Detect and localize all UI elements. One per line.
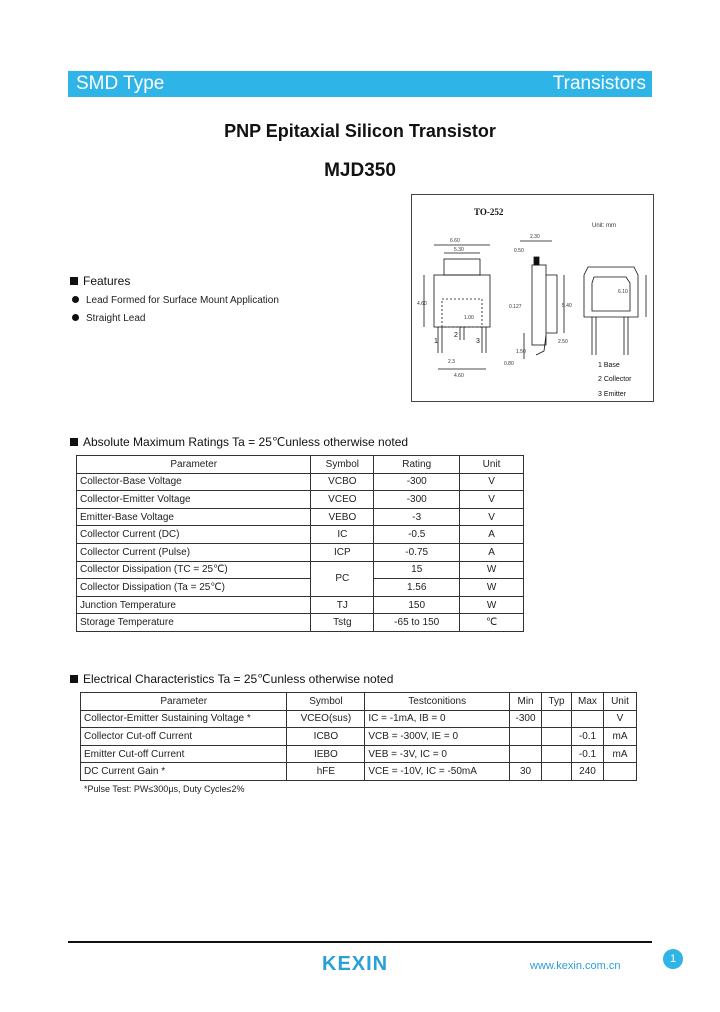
column-header: Symbol: [287, 693, 365, 711]
pin-number: 3: [476, 338, 480, 345]
dim-label: 0.127: [509, 304, 522, 310]
column-header: Max: [572, 693, 604, 711]
rating-cell: -65 to 150: [374, 614, 460, 632]
table-row: [81, 728, 637, 746]
unit-cell: A: [460, 526, 524, 544]
symbol-cell: TJ: [311, 596, 374, 614]
dim-label: 2.50: [558, 339, 568, 345]
part-number: MJD350: [324, 160, 396, 181]
dimension-labels: [417, 234, 628, 379]
column-header: Unit: [460, 456, 524, 474]
typ-cell: [542, 710, 572, 728]
header-right: Transistors: [552, 73, 646, 94]
column-header: Unit: [603, 693, 636, 711]
kexin-logo: KEXIN: [322, 953, 389, 975]
unit-cell: mA: [603, 728, 636, 746]
table-row: [77, 579, 524, 597]
unit-cell: V: [460, 491, 524, 509]
rating-cell: -300: [374, 473, 460, 491]
pin-legend: [598, 362, 632, 398]
feature-item: [72, 313, 146, 324]
bullet-square-icon: [70, 675, 78, 683]
dim-label: 1.50: [516, 349, 526, 355]
table-row: [77, 526, 524, 544]
table-row: [81, 763, 637, 781]
rear-view: [584, 267, 646, 355]
parameter-cell: Junction Temperature: [77, 596, 311, 614]
dim-label: 5.30: [454, 247, 464, 253]
parameter-cell: Emitter Cut-off Current: [81, 745, 287, 763]
rating-cell: 15: [374, 561, 460, 579]
pin-legend-item: 2 Collector: [598, 376, 632, 383]
column-header: Rating: [374, 456, 460, 474]
feature-text: Lead Formed for Surface Mount Application: [86, 295, 279, 306]
parameter-cell: Storage Temperature: [77, 614, 311, 632]
page-number-badge: 1: [663, 949, 683, 969]
symbol-cell: VCEO: [311, 491, 374, 509]
table-header-row: [81, 693, 637, 711]
column-header: Parameter: [77, 456, 311, 474]
electrical-heading-text: Electrical Characteristics Ta = 25℃unless otherwise noted: [83, 672, 394, 686]
condition-cell: VCB = -300V, IE = 0: [365, 728, 510, 746]
parameter-cell: Collector Current (DC): [77, 526, 311, 544]
column-header: Min: [510, 693, 542, 711]
typ-cell: [542, 728, 572, 746]
package-drawing: [411, 194, 654, 402]
header-left: SMD Type: [76, 73, 165, 94]
table-row: [77, 614, 524, 632]
electrical-table: [80, 692, 637, 781]
dim-label: 6.60: [450, 238, 460, 244]
unit-cell: ℃: [460, 614, 524, 632]
unit-cell: mA: [603, 745, 636, 763]
table-row: [77, 543, 524, 561]
dim-label: 4.60: [417, 301, 427, 307]
pin-number: 1: [434, 338, 438, 345]
abs-max-heading-text: Absolute Maximum Ratings Ta = 25℃unless otherwise noted: [83, 435, 409, 449]
bullet-dot-icon: [72, 296, 79, 303]
table-row: [77, 491, 524, 509]
bullet-square-icon: [70, 438, 78, 446]
unit-cell: V: [603, 710, 636, 728]
table-row: [77, 473, 524, 491]
rating-cell: -3: [374, 508, 460, 526]
pin-number: 2: [454, 332, 458, 339]
parameter-cell: Collector Cut-off Current: [81, 728, 287, 746]
column-header: Typ: [542, 693, 572, 711]
dim-label: 2.3: [448, 359, 455, 365]
feature-item: [72, 295, 279, 306]
table-header-row: [77, 456, 524, 474]
unit-cell: W: [460, 561, 524, 579]
min-cell: 30: [510, 763, 542, 781]
pin-legend-item: 3 Emitter: [598, 391, 627, 398]
column-header: Parameter: [81, 693, 287, 711]
dim-label: 0.50: [514, 248, 524, 254]
column-header: Symbol: [311, 456, 374, 474]
typ-cell: [542, 745, 572, 763]
footer-divider: [68, 941, 652, 943]
max-cell: -0.1: [572, 728, 604, 746]
dim-label: 2.30: [530, 234, 540, 240]
rating-cell: -300: [374, 491, 460, 509]
feature-text: Straight Lead: [86, 313, 146, 324]
parameter-cell: DC Current Gain *: [81, 763, 287, 781]
table-row: [77, 508, 524, 526]
dim-label: 5.40: [562, 303, 572, 309]
typ-cell: [542, 763, 572, 781]
package-name: TO-252: [474, 207, 504, 217]
unit-cell: V: [460, 508, 524, 526]
dim-label: 4.60: [454, 373, 464, 379]
unit-cell: V: [460, 473, 524, 491]
unit-cell: W: [460, 596, 524, 614]
dim-label: 0.80: [504, 361, 514, 367]
front-view: [424, 245, 490, 369]
features-heading: [70, 274, 130, 288]
condition-cell: IC = -1mA, IB = 0: [365, 710, 510, 728]
max-cell: 240: [572, 763, 604, 781]
parameter-cell: Collector-Emitter Voltage: [77, 491, 311, 509]
package-outline-svg: [412, 195, 655, 403]
symbol-cell: PC: [311, 561, 374, 596]
doc-title: PNP Epitaxial Silicon Transistor: [224, 121, 496, 141]
package-unit: Unit: mm: [592, 223, 616, 229]
condition-cell: VEB = -3V, IC = 0: [365, 745, 510, 763]
max-cell: -0.1: [572, 745, 604, 763]
pin-number-labels: [434, 332, 480, 345]
min-cell: [510, 728, 542, 746]
pulse-test-note: *Pulse Test: PW≤300μs, Duty Cycle≤2%: [84, 784, 245, 794]
abs-max-table: [76, 455, 524, 632]
symbol-cell: IEBO: [287, 745, 365, 763]
table-row: [77, 596, 524, 614]
column-header: Testconitions: [365, 693, 510, 711]
header-banner: [68, 71, 652, 97]
symbol-cell: ICP: [311, 543, 374, 561]
symbol-cell: VCEO(sus): [287, 710, 365, 728]
bullet-square-icon: [70, 277, 78, 285]
electrical-heading: [70, 672, 393, 686]
parameter-cell: Emitter-Base Voltage: [77, 508, 311, 526]
symbol-cell: VEBO: [311, 508, 374, 526]
table-row: [81, 745, 637, 763]
rating-cell: 1.56: [374, 579, 460, 597]
parameter-cell: Collector-Emitter Sustaining Voltage *: [81, 710, 287, 728]
condition-cell: VCE = -10V, IC = -50mA: [365, 763, 510, 781]
unit-cell: [603, 763, 636, 781]
min-cell: [510, 745, 542, 763]
footer-url-link[interactable]: www.kexin.com.cn: [530, 960, 621, 972]
parameter-cell: Collector Dissipation (Ta = 25℃): [77, 579, 311, 597]
parameter-cell: Collector Dissipation (TC = 25℃): [77, 561, 311, 579]
unit-cell: W: [460, 579, 524, 597]
symbol-cell: VCBO: [311, 473, 374, 491]
unit-cell: A: [460, 543, 524, 561]
dim-label: 1.00: [464, 315, 474, 321]
dim-label: 6.10: [618, 289, 628, 295]
bullet-dot-icon: [72, 314, 79, 321]
table-row: [81, 710, 637, 728]
min-cell: -300: [510, 710, 542, 728]
symbol-cell: hFE: [287, 763, 365, 781]
rating-cell: -0.75: [374, 543, 460, 561]
symbol-cell: IC: [311, 526, 374, 544]
rating-cell: -0.5: [374, 526, 460, 544]
parameter-cell: Collector Current (Pulse): [77, 543, 311, 561]
table-row: [77, 561, 524, 579]
symbol-cell: Tstg: [311, 614, 374, 632]
max-cell: [572, 710, 604, 728]
features-heading-text: Features: [83, 274, 131, 288]
rating-cell: 150: [374, 596, 460, 614]
abs-max-heading: [70, 435, 408, 449]
symbol-cell: ICBO: [287, 728, 365, 746]
pin-legend-item: 1 Base: [598, 362, 620, 369]
parameter-cell: Collector-Base Voltage: [77, 473, 311, 491]
